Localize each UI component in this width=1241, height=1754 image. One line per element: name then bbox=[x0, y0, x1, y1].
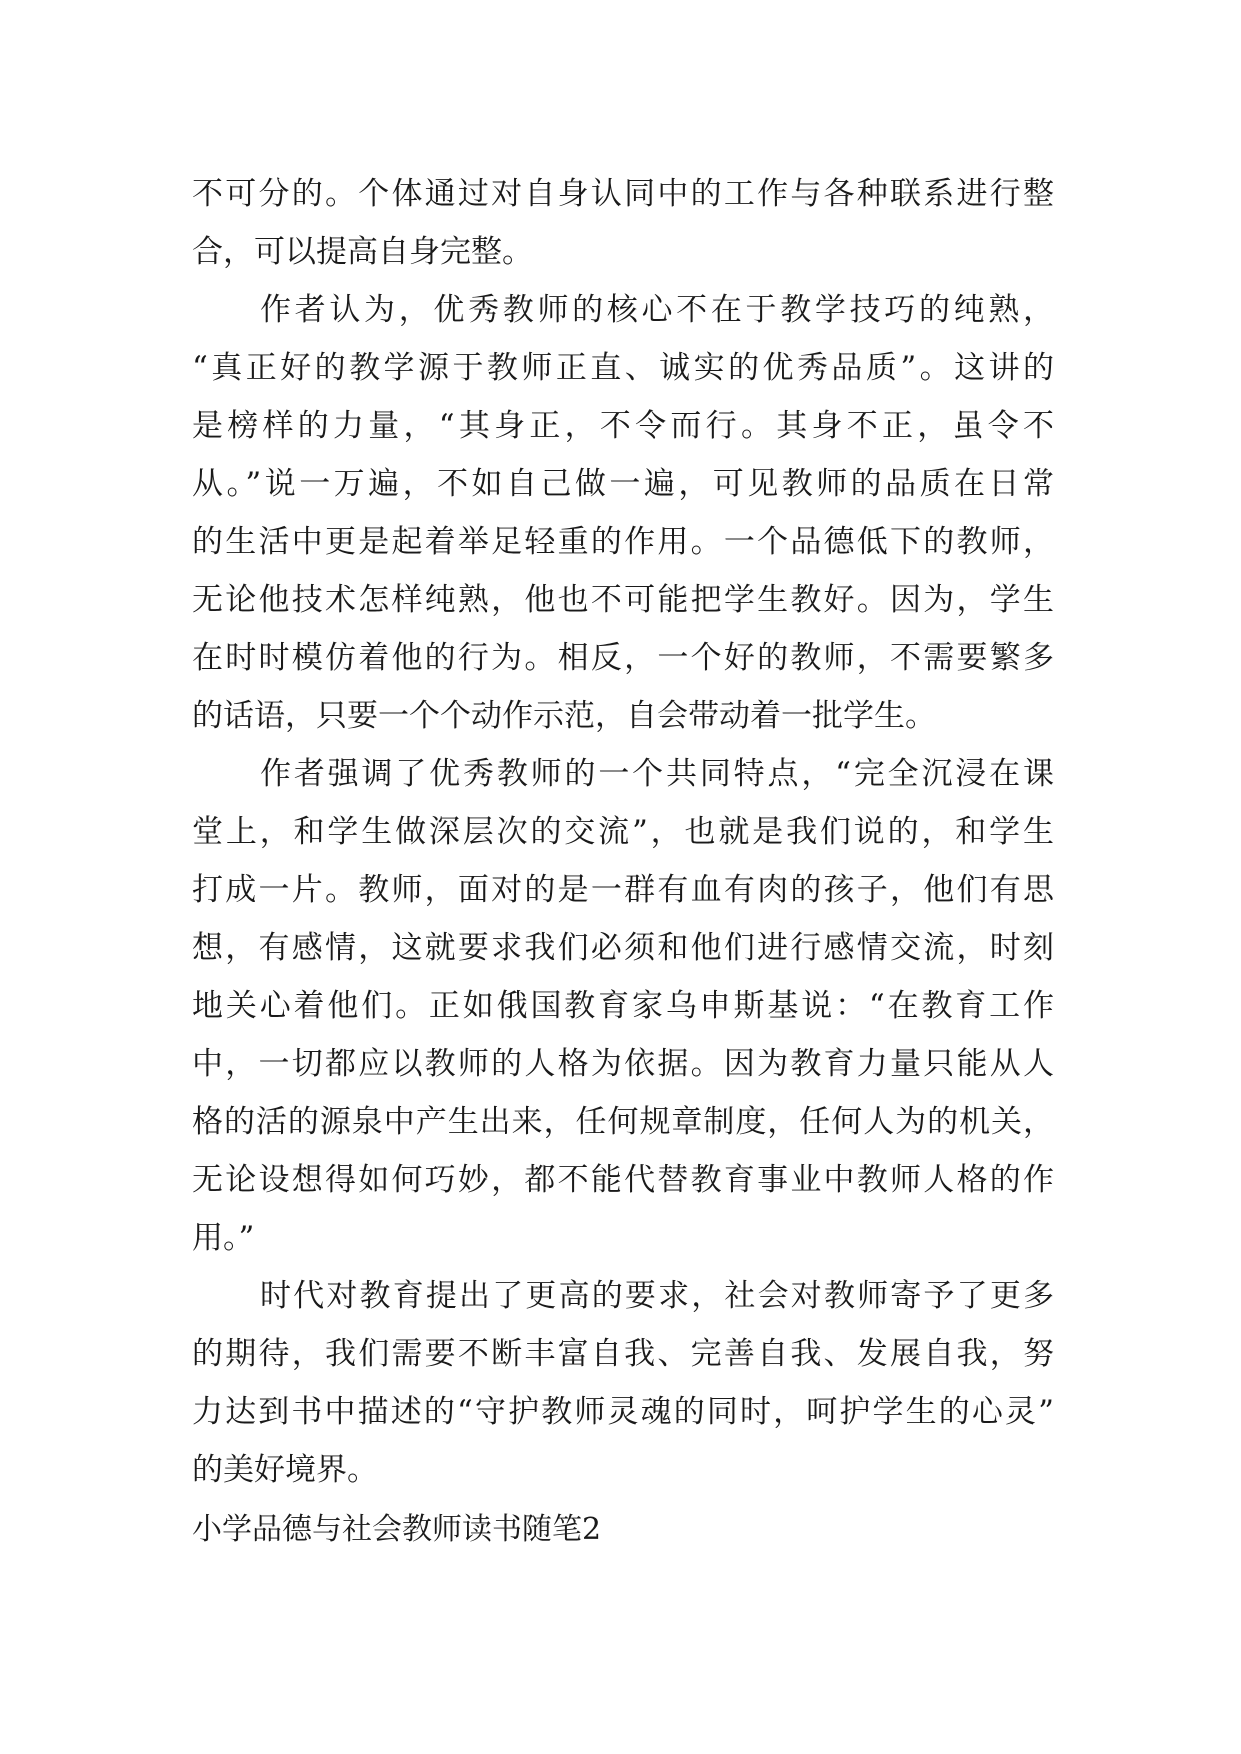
paragraph-first-line: 时代对教育提出了更高的要求，社会对教师寄予了更多 bbox=[260, 1278, 1054, 1314]
text-line: “真正好的教学源于教师正直、诚实的优秀品质”。这讲的 bbox=[192, 350, 1054, 386]
text-line: 无论他技术怎样纯熟，他也不可能把学生教好。因为，学生 bbox=[192, 582, 1054, 618]
text-line: 的美好境界。 bbox=[192, 1452, 378, 1488]
text-line: 的期待，我们需要不断丰富自我、完善自我、发展自我，努 bbox=[192, 1336, 1054, 1372]
text-line: 格的活的源泉中产生出来，任何规章制度，任何人为的机关， bbox=[192, 1104, 1054, 1140]
text-line: 地关心着他们。正如俄国教育家乌申斯基说：“在教育工作 bbox=[192, 988, 1054, 1024]
text-line: 在时时模仿着他的行为。相反，一个好的教师，不需要繁多 bbox=[192, 640, 1054, 676]
text-line: 是榜样的力量，“其身正，不令而行。其身不正，虽令不 bbox=[192, 408, 1054, 444]
section-heading: 小学品德与社会教师读书随笔2 bbox=[192, 1512, 602, 1547]
text-line: 想，有感情，这就要求我们必须和他们进行感情交流，时刻 bbox=[192, 930, 1054, 966]
text-line: 打成一片。教师，面对的是一群有血有肉的孩子，他们有思 bbox=[192, 872, 1054, 908]
text-line: 的话语，只要一个个动作示范，自会带动着一批学生。 bbox=[192, 698, 936, 734]
document-body bbox=[192, 165, 1054, 1559]
text-line: 合，可以提高自身完整。 bbox=[192, 234, 533, 270]
paragraph-first-line: 作者认为，优秀教师的核心不在于教学技巧的纯熟， bbox=[260, 292, 1054, 328]
text-line: 中，一切都应以教师的人格为依据。因为教育力量只能从人 bbox=[192, 1046, 1054, 1082]
text-line: 力达到书中描述的“守护教师灵魂的同时，呵护学生的心灵” bbox=[192, 1394, 1054, 1430]
text-line: 不可分的。个体通过对自身认同中的工作与各种联系进行整 bbox=[192, 176, 1054, 212]
text-line: 无论设想得如何巧妙，都不能代替教育事业中教师人格的作 bbox=[192, 1162, 1054, 1198]
text-line: 用。” bbox=[192, 1220, 255, 1256]
text-line: 堂上，和学生做深层次的交流”，也就是我们说的，和学生 bbox=[192, 814, 1054, 850]
paragraph-first-line: 作者强调了优秀教师的一个共同特点，“完全沉浸在课 bbox=[260, 756, 1054, 792]
text-line: 从。”说一万遍，不如自己做一遍，可见教师的品质在日常 bbox=[192, 466, 1054, 502]
text-line: 的生活中更是起着举足轻重的作用。一个品德低下的教师， bbox=[192, 524, 1054, 560]
